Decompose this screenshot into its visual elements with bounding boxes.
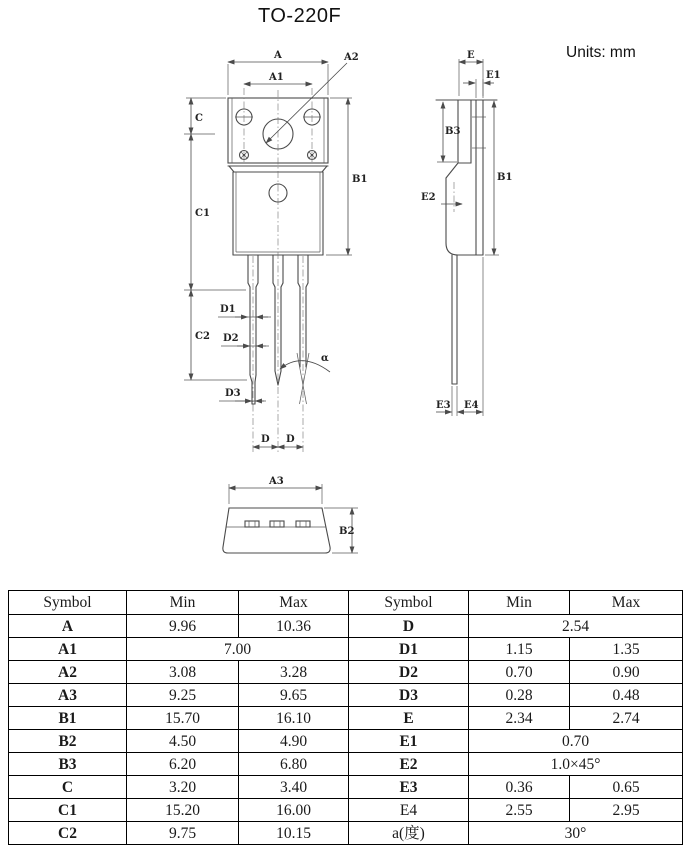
merged-value-cell: 30° <box>469 822 683 845</box>
table-row <box>9 638 683 661</box>
symbol-cell: A1 <box>9 638 127 661</box>
max-cell: 0.48 <box>570 684 683 707</box>
symbol-cell: B1 <box>9 707 127 730</box>
max-cell: 10.15 <box>239 822 349 845</box>
dim-label-D3: D3 <box>225 388 241 399</box>
symbol-cell: E2 <box>349 753 469 776</box>
dimensions-table <box>8 590 683 845</box>
symbol-cell: C2 <box>9 822 127 845</box>
symbol-cell: A2 <box>9 661 127 684</box>
dim-label-A1: A1 <box>269 72 284 83</box>
dim-label-E3: E3 <box>436 400 451 411</box>
side-dimensions <box>421 50 512 416</box>
symbol-cell: B2 <box>9 730 127 753</box>
min-cell: 15.70 <box>127 707 239 730</box>
max-cell: 16.00 <box>239 799 349 822</box>
dim-label-C2: C2 <box>195 331 210 342</box>
table-row <box>9 615 683 638</box>
max-cell: 16.10 <box>239 707 349 730</box>
dim-label-alpha: α <box>321 353 329 364</box>
max-cell: 6.80 <box>239 753 349 776</box>
dim-label-D-right: D <box>286 434 295 445</box>
merged-value-cell: 2.54 <box>469 615 683 638</box>
max-cell: 2.95 <box>570 799 683 822</box>
min-cell: 0.28 <box>469 684 570 707</box>
min-cell: 9.75 <box>127 822 239 845</box>
max-cell: 9.65 <box>239 684 349 707</box>
dim-label-B1-side: B1 <box>497 172 513 183</box>
bottom-view <box>223 476 358 553</box>
min-cell: 3.20 <box>127 776 239 799</box>
dim-label-C1: C1 <box>195 208 210 219</box>
min-cell: 2.34 <box>469 707 570 730</box>
symbol-cell: D2 <box>349 661 469 684</box>
max-cell: 3.40 <box>239 776 349 799</box>
min-cell: 9.96 <box>127 615 239 638</box>
symbol-cell: E1 <box>349 730 469 753</box>
symbol-cell: D3 <box>349 684 469 707</box>
header-symbol-left: Symbol <box>9 591 127 615</box>
symbol-cell: C <box>9 776 127 799</box>
dim-label-E: E <box>467 50 475 61</box>
max-cell: 0.90 <box>570 661 683 684</box>
dim-label-A3: A3 <box>269 476 284 487</box>
min-cell: 0.36 <box>469 776 570 799</box>
dim-label-A2: A2 <box>344 52 359 63</box>
table-row <box>9 776 683 799</box>
front-centerlines <box>244 88 312 452</box>
page-title: TO-220F <box>258 5 342 27</box>
dim-label-B3: B3 <box>445 126 461 137</box>
symbol-cell: E3 <box>349 776 469 799</box>
bottom-dimensions <box>229 476 358 553</box>
bottom-outline <box>223 508 330 553</box>
table-row <box>9 730 683 753</box>
symbol-cell: a(度) <box>349 822 469 845</box>
table-row <box>9 753 683 776</box>
table-row <box>9 661 683 684</box>
min-cell: 4.50 <box>127 730 239 753</box>
header-min-left: Min <box>127 591 239 615</box>
symbol-cell: D <box>349 615 469 638</box>
max-cell: 2.74 <box>570 707 683 730</box>
merged-value-cell: 0.70 <box>469 730 683 753</box>
min-cell: 2.55 <box>469 799 570 822</box>
table-row <box>9 822 683 845</box>
dim-label-D2: D2 <box>223 333 239 344</box>
symbol-cell: A <box>9 615 127 638</box>
merged-value-cell: 1.0×45° <box>469 753 683 776</box>
max-cell: 4.90 <box>239 730 349 753</box>
symbol-cell: C1 <box>9 799 127 822</box>
header-symbol-right: Symbol <box>349 591 469 615</box>
min-cell: 15.20 <box>127 799 239 822</box>
symbol-cell: E4 <box>349 799 469 822</box>
table-header-row <box>9 591 683 615</box>
merged-value-cell: 7.00 <box>127 638 349 661</box>
front-view <box>184 50 367 452</box>
side-pin <box>452 255 457 384</box>
table-row <box>9 799 683 822</box>
max-cell: 3.28 <box>239 661 349 684</box>
header-max-left: Max <box>239 591 349 615</box>
dim-label-D1: D1 <box>220 304 236 315</box>
dim-label-C: C <box>195 113 203 124</box>
side-view <box>421 50 512 416</box>
front-pins <box>248 255 309 404</box>
side-outline <box>436 100 497 255</box>
units-label: Units: mm <box>566 44 636 61</box>
max-cell: 1.35 <box>570 638 683 661</box>
min-cell: 0.70 <box>469 661 570 684</box>
min-cell: 6.20 <box>127 753 239 776</box>
dim-label-E2: E2 <box>421 192 436 203</box>
dim-label-A: A <box>274 50 282 61</box>
max-cell: 0.65 <box>570 776 683 799</box>
min-cell: 9.25 <box>127 684 239 707</box>
min-cell: 1.15 <box>469 638 570 661</box>
bottom-pin-sections <box>245 521 310 527</box>
max-cell: 10.36 <box>239 615 349 638</box>
dim-label-B2: B2 <box>339 526 355 537</box>
symbol-cell: A3 <box>9 684 127 707</box>
header-min-right: Min <box>469 591 570 615</box>
dim-label-E4: E4 <box>464 400 479 411</box>
dim-label-E1: E1 <box>486 70 501 81</box>
front-dimensions <box>184 50 367 447</box>
table-row <box>9 707 683 730</box>
table-row <box>9 684 683 707</box>
dim-label-B1-front: B1 <box>352 174 368 185</box>
min-cell: 3.08 <box>127 661 239 684</box>
symbol-cell: B3 <box>9 753 127 776</box>
symbol-cell: E <box>349 707 469 730</box>
dim-label-D-left: D <box>261 434 270 445</box>
symbol-cell: D1 <box>349 638 469 661</box>
header-max-right: Max <box>570 591 683 615</box>
